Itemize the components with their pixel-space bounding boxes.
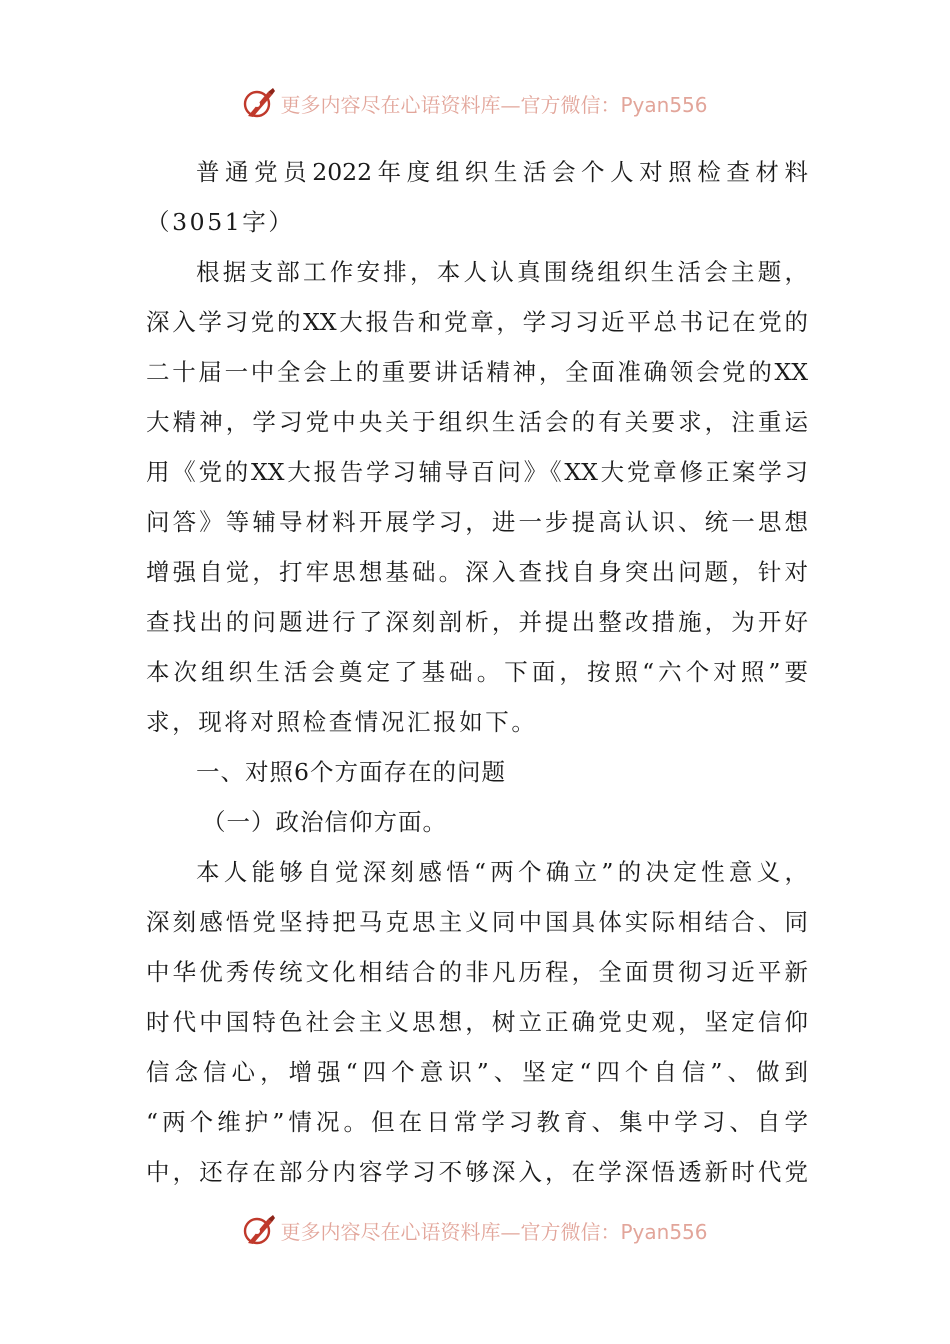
paragraph-line: 本次组织生活会奠定了基础。下面，按照“六个对照”要 xyxy=(146,658,808,686)
paragraph-line: 时代中国特色社会主义思想，树立正确党史观，坚定信仰 xyxy=(146,1008,808,1036)
paragraph-line: 根据支部工作安排，本人认真围绕组织生活会主题， xyxy=(196,258,808,286)
header-banner xyxy=(0,83,950,123)
footer-banner xyxy=(0,1210,950,1250)
paragraph-line: 问答》等辅导材料开展学习，进一步提高认识、统一思想 xyxy=(146,508,808,536)
header-wechat-id: Pyan556 xyxy=(620,92,708,117)
paragraph-line: 大精神，学习党中央关于组织生活会的有关要求，注重运 xyxy=(146,408,808,436)
paragraph-line: 深入学习党的XX大报告和党章，学习习近平总书记在党的 xyxy=(146,308,808,336)
paragraph-line: “两个维护”情况。但在日常学习教育、集中学习、自学 xyxy=(146,1108,808,1136)
paragraph-line: 中，还存在部分内容学习不够深入，在学深悟透新时代党 xyxy=(146,1158,808,1186)
paragraph-line: 深刻感悟党坚持把马克思主义同中国具体实际相结合、同 xyxy=(146,908,808,936)
paragraph-line: 本人能够自觉深刻感悟“两个确立”的决定性意义， xyxy=(196,858,808,886)
paragraph-line: 用《党的XX大报告学习辅导百问》《XX大党章修正案学习 xyxy=(146,458,808,486)
paragraph-line: 中华优秀传统文化相结合的非凡历程，全面贯彻习近平新 xyxy=(146,958,808,986)
document-body xyxy=(146,147,808,1197)
footer-banner-text: 更多内容尽在心语资料库—官方微信：Pyan556 xyxy=(280,1219,708,1244)
paragraph-line: 增强自觉，打牢思想基础。深入查找自身突出问题，针对 xyxy=(146,558,808,586)
subsection-heading: （一）政治信仰方面。 xyxy=(202,808,447,836)
pen-logo-icon xyxy=(242,86,276,120)
paragraph-line: 信念信心，增强“四个意识”、坚定“四个自信”、做到 xyxy=(146,1058,808,1086)
paragraph-political-belief xyxy=(146,847,808,1197)
header-banner-text: 更多内容尽在心语资料库—官方微信：Pyan556 xyxy=(280,92,708,117)
document-title: 普通党员2022年度组织生活会个人对照检查材料 xyxy=(196,158,808,186)
document-word-count: （3051字） xyxy=(146,208,295,236)
paragraph-line: 查找出的问题进行了深刻剖析，并提出整改措施，为开好 xyxy=(146,608,808,636)
paragraph-intro xyxy=(146,247,808,747)
section-heading: 一、对照6个方面存在的问题 xyxy=(196,758,506,786)
paragraph-line: 二十届一中全会上的重要讲话精神，全面准确领会党的XX xyxy=(146,358,808,386)
footer-wechat-id: Pyan556 xyxy=(620,1219,708,1244)
pen-logo-icon xyxy=(242,1213,276,1247)
paragraph-line: 求，现将对照检查情况汇报如下。 xyxy=(146,708,538,736)
